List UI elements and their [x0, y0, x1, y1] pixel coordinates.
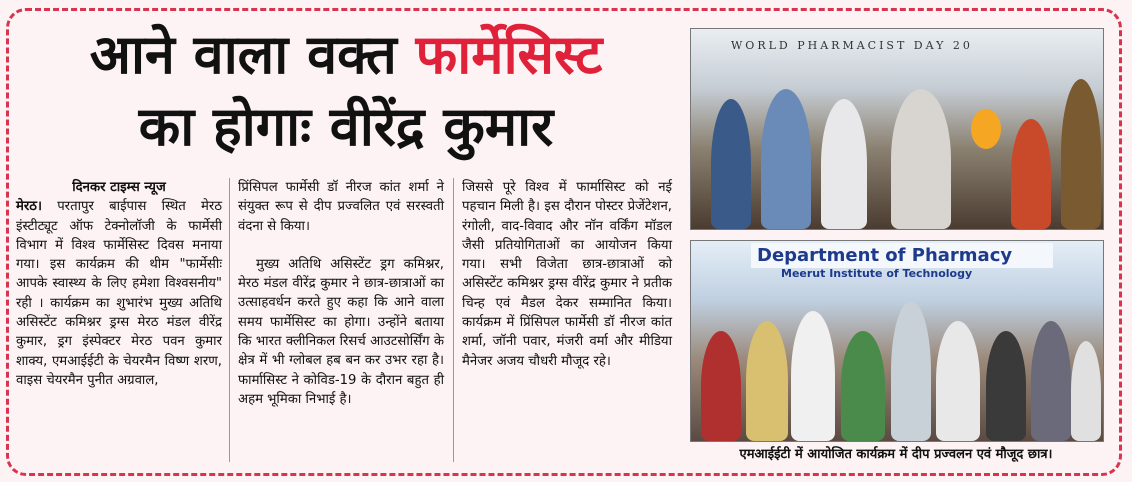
headline-black-part: आने वाला वक्त [89, 23, 397, 86]
headline-line-2: का होगाः वीरेंद्र कुमार [138, 95, 554, 158]
column-2-paragraph-1: प्रिंसिपल फार्मेसी डॉ नीरज कांत शर्मा ने संयुक्त रूप से दीप प्रज्वलित एवं सरस्वती वंदना से किया। [238, 180, 444, 234]
column-1-text: परतापुर बाईपास स्थित मेरठ इंस्टीट्यूट ऑफ टेक्नोलॉजी के फार्मेसी विभाग में विश्व फार्मेसिस्ट दिवस मनाया गया। इस कार्यक्रम की थीम "फार्मेसीः आपके स्वास्थ्य के लिए हमेशा विश्वसनीय" रही । कार्यक्रम का शुभारंभ मुख्य अतिथि असिस्टेंट कमिश्नर ड्रग्स मेरठ मंडल वीरेंद्र कुमार, ड्रग इंस्पेक्टर मेरठ पवन कुमार शाक्य, एमआईईटी के चेयरमैन विष्ण शरण, वाइस चेयरमैन पुनीत अग्रवाल, [16, 199, 222, 388]
article-column-1 [16, 178, 222, 390]
students-group-photo [690, 240, 1104, 442]
headline [10, 23, 682, 158]
lamp-lighting-photo [690, 28, 1104, 230]
column-3-paragraph: जिससे पूरे विश्व में फार्मासिस्ट को नई पहचान मिली है। इस दौरान पोस्टर प्रेजेंटेशन, रंगोली, वाद-विवाद और नॉन वर्किंग मॉडल जैसी प्रतियोगिताओं का आयोजन किया गया। सभी विजेता छात्र-छात्राओं को असिस्टेंट कमिश्नर ड्रग्स वीरेंद्र कुमार ने प्रतीक चिन्ह एवं मैडल देकर सम्मानित किया। कार्यक्रम में प्रिंसिपल फार्मेसी डॉ नीरज कांत शर्मा, जॉनी पवार, मंजरी वर्मा और मीडिया मैनेजर अजय चौधरी मौजूद रहे। [462, 180, 672, 369]
column-divider [229, 178, 230, 462]
photo-caption: एमआईईटी में आयोजित कार्यक्रम में दीप प्रज्वलन एवं मौजूद छात्र। [739, 447, 1053, 462]
headline-line-1 [10, 23, 682, 86]
column-divider [453, 178, 454, 462]
photo-banner-text: WORLD PHARMACIST DAY 20 [731, 39, 973, 52]
photo-banner-text: Department of Pharmacy [751, 243, 1053, 268]
column-1-paragraph [16, 197, 222, 390]
photo-banner-subtext: Meerut Institute of Technology [781, 267, 973, 280]
byline: दिनकर टाइम्स न्यूज [72, 180, 166, 195]
column-2-paragraph-2: मुख्य अतिथि असिस्टेंट ड्रग कमिश्नर, मेरठ मंडल वीरेंद्र कुमार ने छात्र-छात्राओं का उत्साहवर्धन करते हुए कहा कि आने वाला समय फार्मेसिस्ट का होगा। उन्होंने बताया कि भारत क्लीनिकल रिसर्च आउटसोर्सिंग के क्षेत्र में भी ग्लोबल हब बन कर उभर रहा है। फार्मासिस्ट ने कोविड-19 के दौरान बहुत ही अहम भूमिका निभाई है। [238, 256, 444, 407]
article-column-2 [238, 178, 444, 409]
headline-red-part: फार्मेसिस्ट [415, 23, 603, 86]
dateline: मेरठ। [16, 199, 42, 215]
article-column-3 [462, 178, 672, 371]
